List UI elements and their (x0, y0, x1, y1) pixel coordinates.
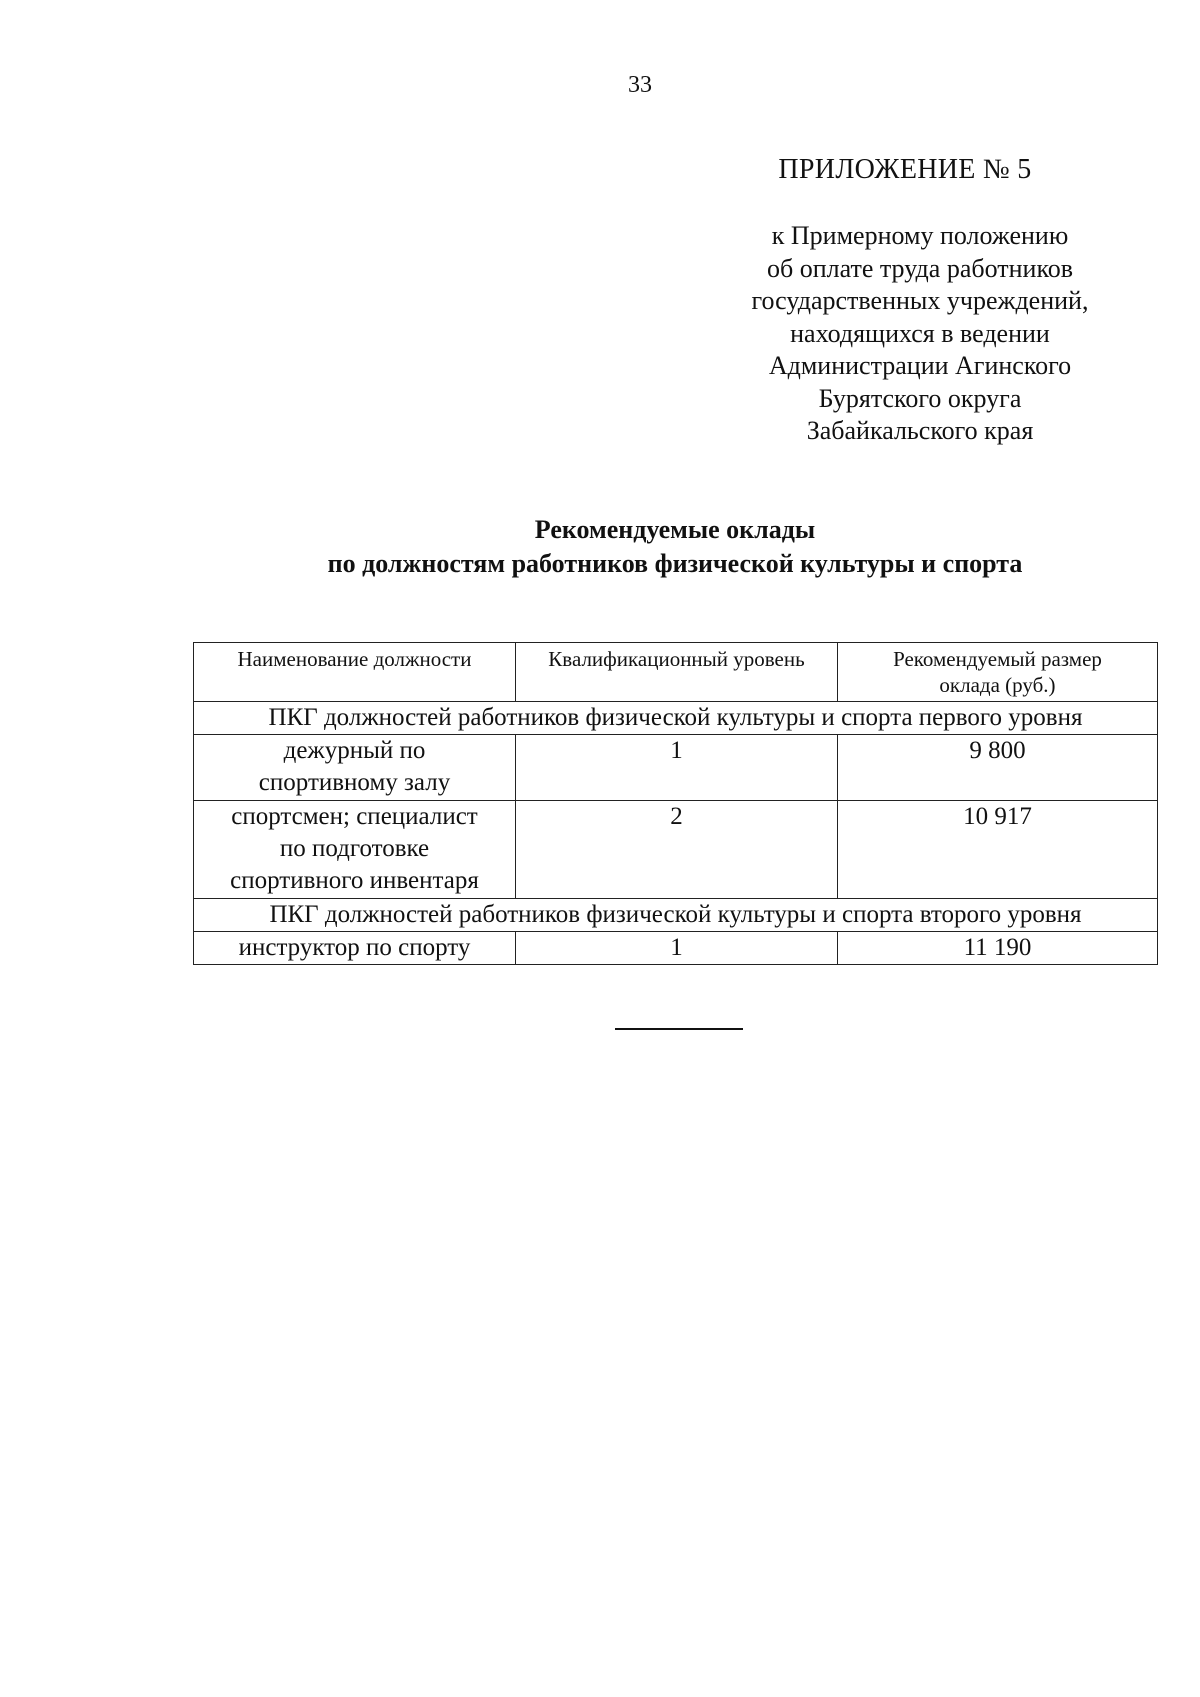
appendix-reference-line: государственных учреждений, (751, 286, 1089, 315)
appendix-reference-line: об оплате труда работников (766, 253, 1074, 283)
header-level: Квалификационный уровень (516, 643, 838, 702)
appendix-reference-line: Бурятского округа (818, 383, 1022, 413)
appendix-title: ПРИЛОЖЕНИЕ № 5 (778, 154, 1032, 185)
table-row (194, 735, 1158, 801)
cell-position-line: дежурный по (283, 737, 426, 764)
header-position: Наименование должности (194, 643, 516, 702)
cell-position-line: по подготовке (279, 835, 430, 862)
cell-position-line: спортивного инвентаря (230, 867, 479, 894)
cell-level: 1 (516, 932, 838, 965)
group-row (194, 702, 1158, 735)
table-row (194, 932, 1158, 965)
group-title: ПКГ должностей работников физической культуры и спорта второго уровня (194, 899, 1158, 932)
cell-position-line: спортивному залу (258, 769, 451, 796)
cell-level: 2 (516, 801, 838, 899)
table-header-row (194, 643, 1158, 702)
group-title: ПКГ должностей работников физической культуры и спорта первого уровня (194, 702, 1158, 735)
cell-salary: 9 800 (838, 735, 1158, 801)
appendix-reference-line: Забайкальского края (806, 416, 1034, 445)
header-salary-line: оклада (руб.) (939, 673, 1056, 697)
end-divider (615, 1028, 743, 1030)
cell-salary: 11 190 (838, 932, 1158, 965)
header-salary (838, 643, 1158, 702)
appendix-reference-line: находящихся в ведении (790, 318, 1050, 348)
appendix-reference-line: к Примерному положению (771, 221, 1069, 250)
document-title (170, 513, 1180, 581)
cell-position-line: спортсмен; специалист (231, 803, 478, 830)
page-number: 33 (628, 72, 652, 98)
cell-position (194, 932, 516, 965)
cell-position (194, 801, 516, 899)
appendix-reference-line: Администрации Агинского (768, 351, 1072, 380)
cell-position-line: инструктор по спорту (238, 934, 471, 961)
document-title-line: по должностям работников физической культуры и спорта (327, 549, 1023, 578)
group-row (194, 899, 1158, 932)
header-salary-line: Рекомендуемый размер (893, 647, 1102, 671)
cell-position (194, 735, 516, 801)
cell-level: 1 (516, 735, 838, 801)
salary-table (193, 642, 1158, 965)
table-row (194, 801, 1158, 899)
document-title-line: Рекомендуемые оклады (534, 515, 816, 544)
cell-salary: 10 917 (838, 801, 1158, 899)
appendix-reference (720, 220, 1120, 448)
